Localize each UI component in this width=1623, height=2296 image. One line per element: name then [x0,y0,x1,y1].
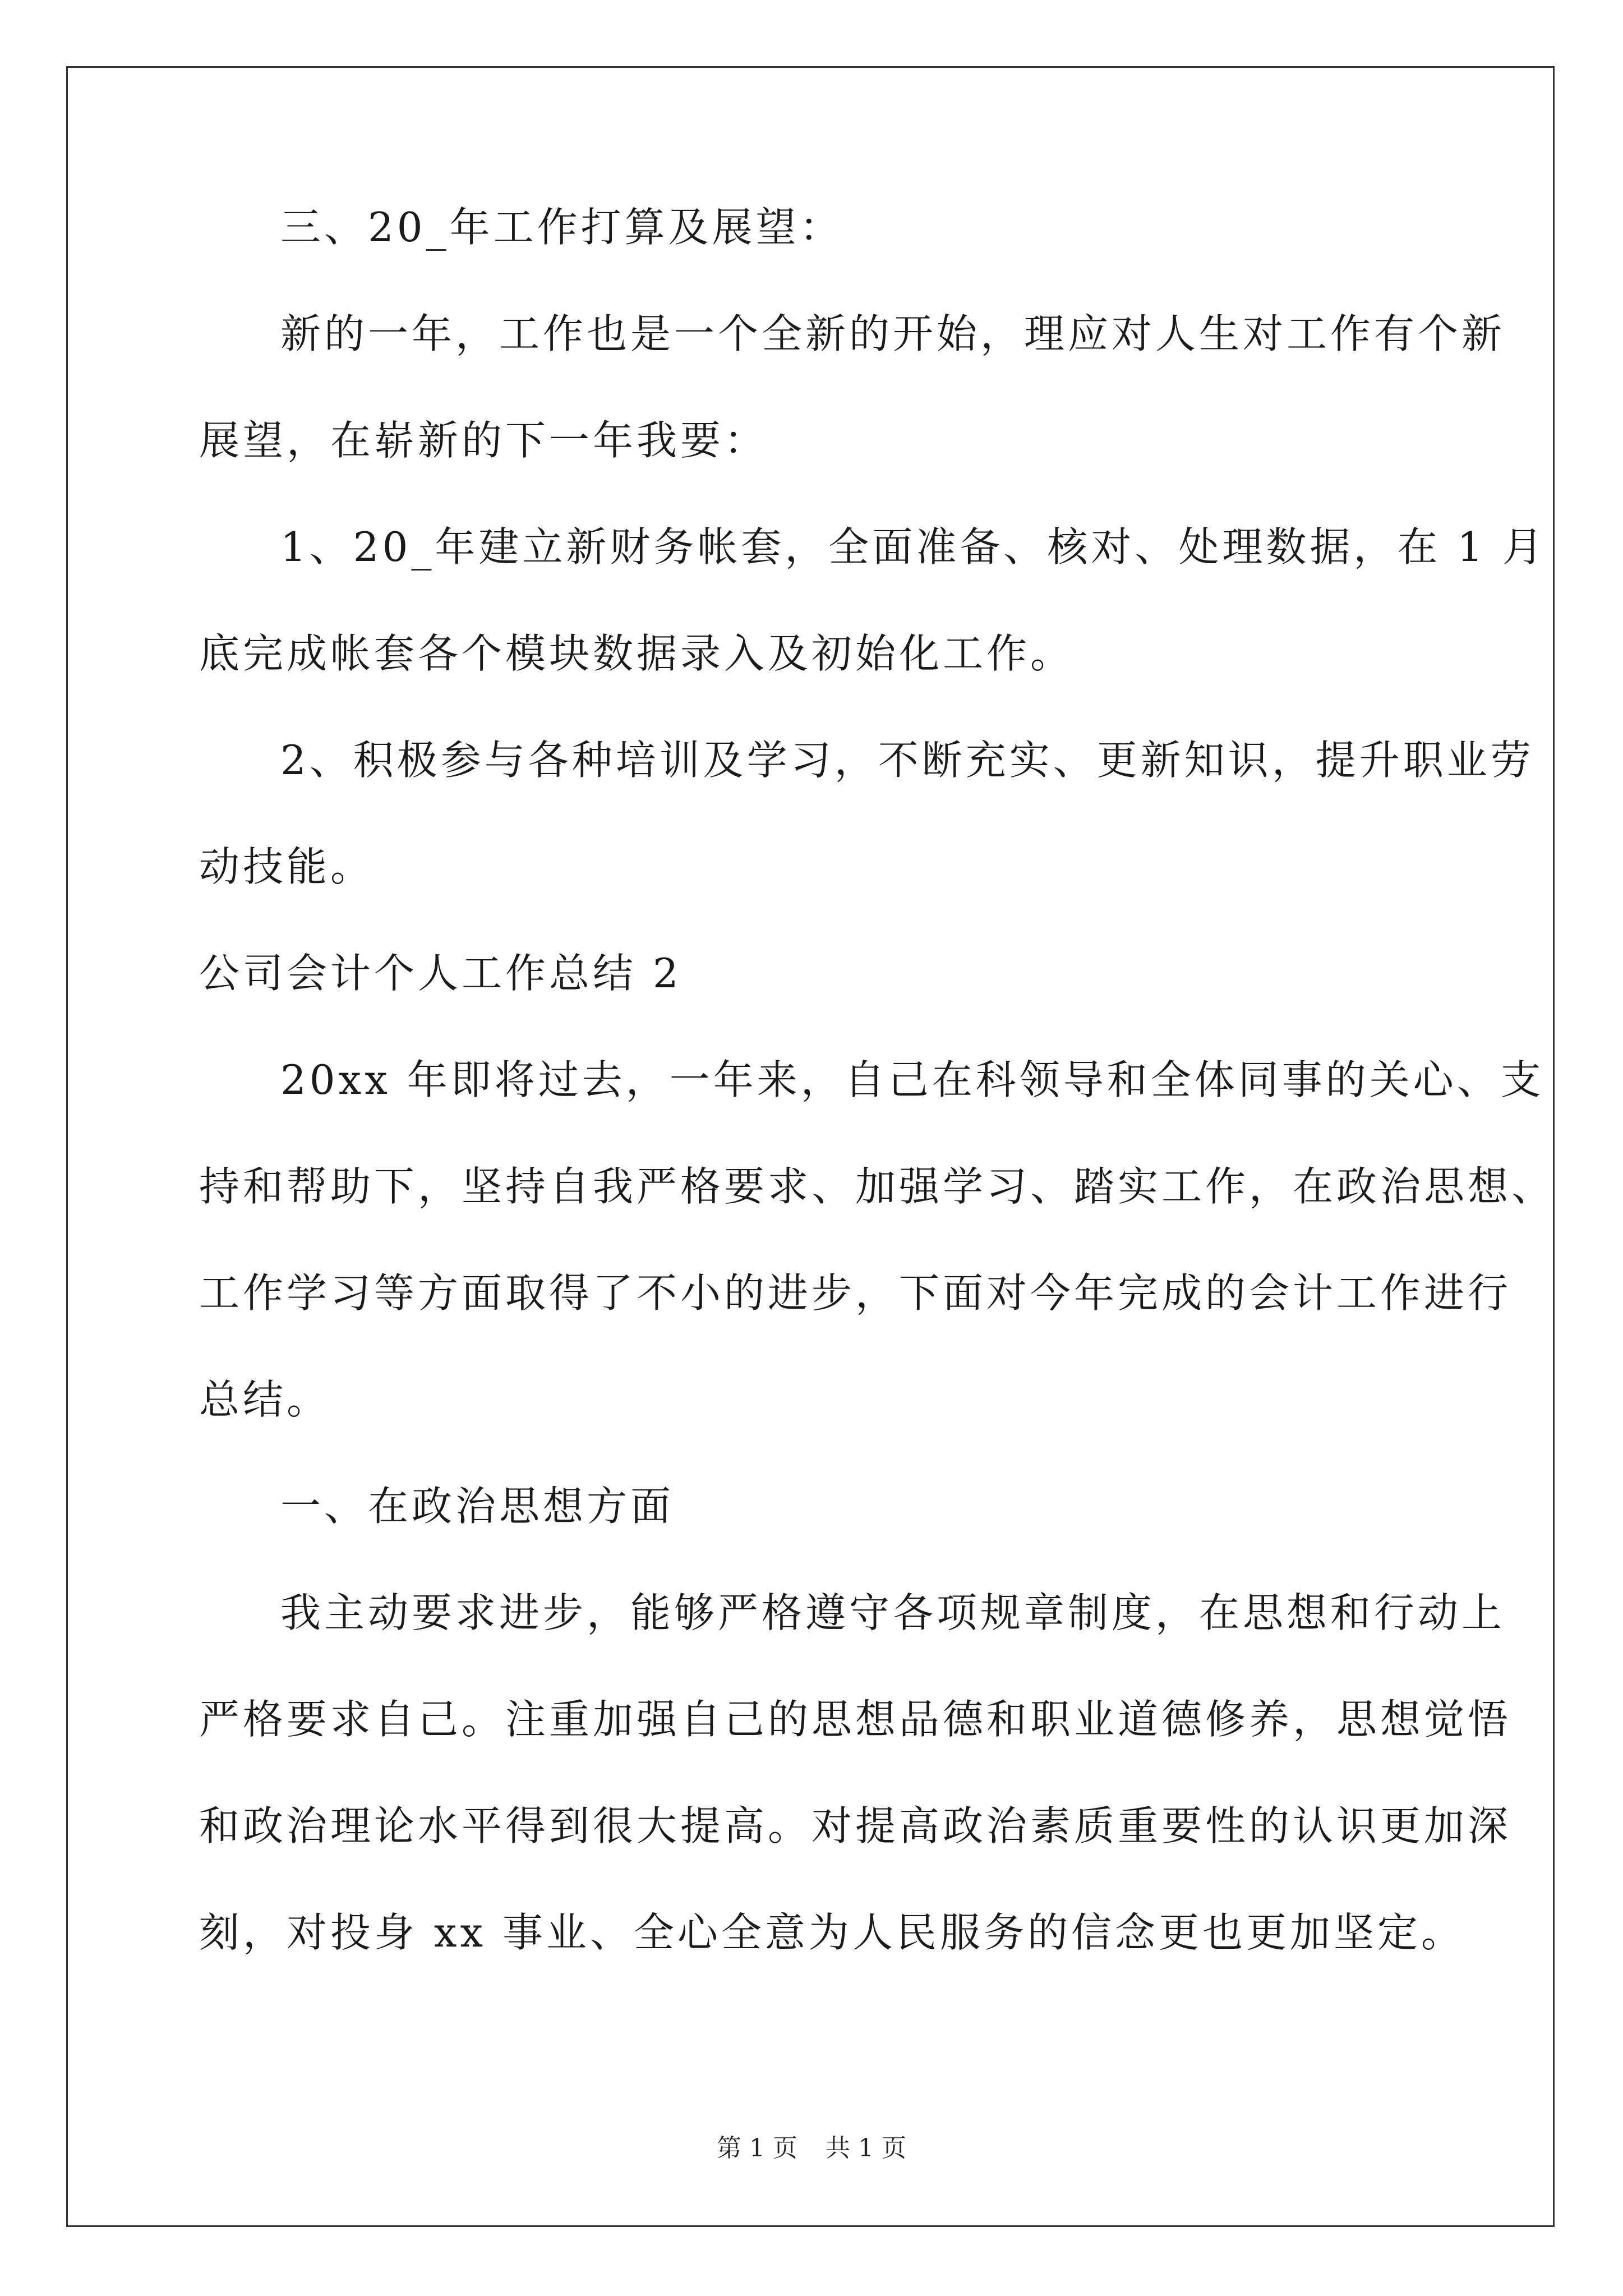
page-number-current: 第 1 页 [717,2134,797,2162]
page-footer [0,2132,1623,2165]
section-title: 公司会计个人工作总结 2 [199,950,682,997]
paragraph-line: 新的一年，工作也是一个全新的开始，理应对人生对工作有个新 [280,310,1506,357]
paragraph-line: 严格要求自己。注重加强自己的思想品德和职业道德修养，思想觉悟 [199,1696,1512,1743]
paragraph-line: 和政治理论水平得到很大提高。对提高政治素质重要性的认识更加深 [199,1802,1512,1849]
paragraph-line: 底完成帐套各个模块数据录入及初始化工作。 [199,630,1075,677]
paragraph-line: 刻，对投身 xx 事业、全心全意为人民服务的信念更也更加坚定。 [199,1909,1465,1956]
paragraph-line: 1、20_年建立新财务帐套，全面准备、核对、处理数据，在 1 月 [280,523,1547,570]
paragraph-line: 20xx 年即将过去，一年来，自己在科领导和全体同事的关心、支 [280,1056,1544,1103]
paragraph-line: 持和帮助下，坚持自我严格要求、加强学习、踏实工作，在政治思想、 [199,1163,1556,1210]
page-border [66,66,1555,2227]
paragraph-line: 展望，在崭新的下一年我要： [199,417,768,464]
paragraph-line: 总结。 [199,1376,331,1423]
paragraph-line: 动技能。 [199,843,375,890]
paragraph-heading-plans: 三、20_年工作打算及展望： [280,204,843,251]
paragraph-line: 工作学习等方面取得了不小的进步，下面对今年完成的会计工作进行 [199,1269,1512,1317]
paragraph-line: 2、积极参与各种培训及学习，不断充实、更新知识，提升职业劳 [280,737,1534,784]
paragraph-heading-politics: 一、在政治思想方面 [280,1483,675,1530]
paragraph-line: 我主动要求进步，能够严格遵守各项规章制度，在思想和行动上 [280,1589,1506,1636]
page-number-total: 共 1 页 [826,2134,906,2162]
